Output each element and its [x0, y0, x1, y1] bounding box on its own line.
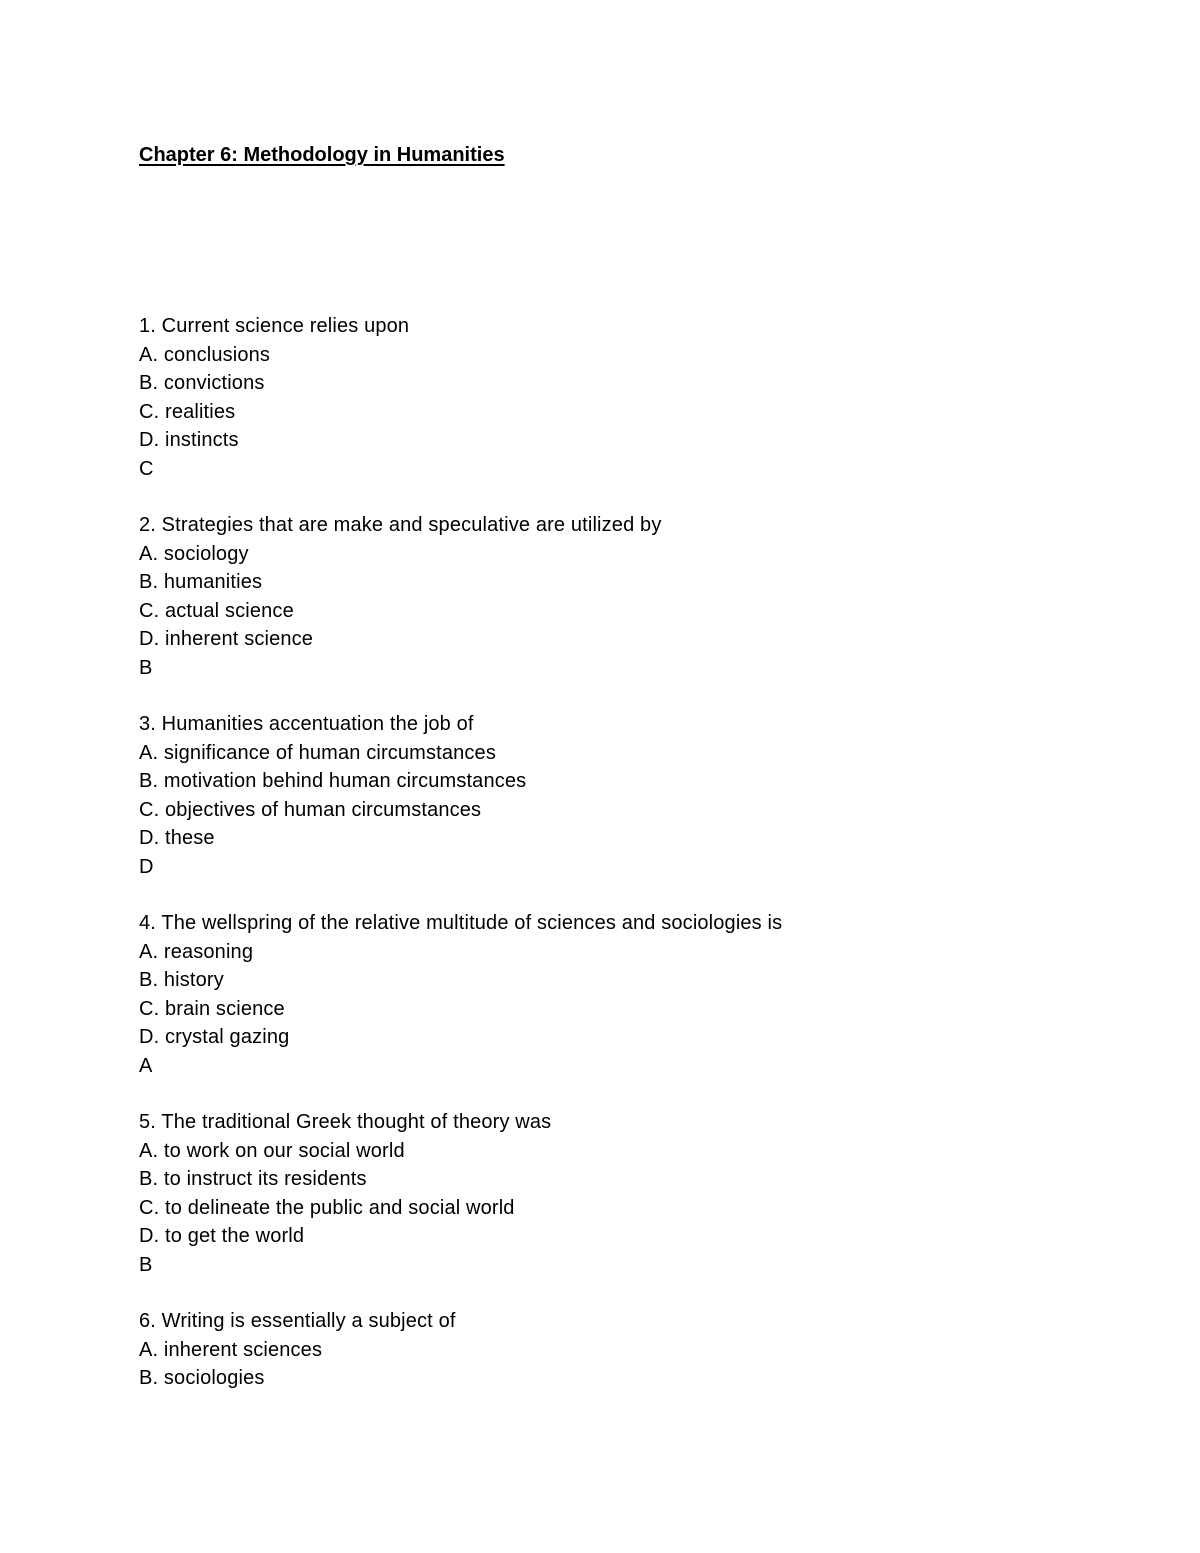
option-d: D. instincts [139, 429, 239, 451]
answer-key: B [139, 656, 153, 679]
question-prompt: 2. Strategies that are make and speculative are utilized by [139, 514, 662, 536]
question-2 [139, 511, 1139, 682]
option-a: A. conclusions [139, 343, 271, 366]
option-a: A. sociology [139, 542, 249, 565]
question-3 [139, 710, 1139, 881]
question-prompt: 1. Current science relies upon [139, 315, 410, 337]
option-a: A. reasoning [139, 940, 254, 963]
option-b: B. history [139, 969, 224, 991]
option-b: B. to instruct its residents [139, 1168, 367, 1190]
question-6 [139, 1307, 1139, 1393]
option-a: A. significance of human circumstances [139, 741, 496, 764]
question-list [139, 312, 1139, 1421]
option-c: C. objectives of human circumstances [139, 798, 482, 821]
option-d: D. these [139, 827, 215, 849]
answer-key: B [139, 1253, 153, 1276]
option-d: D. inherent science [139, 628, 314, 650]
question-prompt: 4. The wellspring of the relative multitude of sciences and sociologies is [139, 912, 783, 934]
question-4 [139, 909, 1139, 1080]
option-b: B. humanities [139, 571, 263, 593]
option-b: B. convictions [139, 372, 265, 394]
option-d: D. crystal gazing [139, 1026, 290, 1048]
option-d: D. to get the world [139, 1225, 305, 1247]
question-prompt: 6. Writing is essentially a subject of [139, 1310, 456, 1332]
option-c: C. brain science [139, 997, 285, 1020]
option-c: C. realities [139, 400, 236, 423]
question-5 [139, 1108, 1139, 1279]
answer-key: A [139, 1054, 153, 1077]
option-a: A. inherent sciences [139, 1338, 323, 1361]
option-c: C. to delineate the public and social world [139, 1196, 515, 1219]
option-b: B. motivation behind human circumstances [139, 770, 527, 792]
option-c: C. actual science [139, 599, 294, 622]
question-prompt: 5. The traditional Greek thought of theory was [139, 1111, 552, 1133]
option-b: B. sociologies [139, 1367, 265, 1389]
question-prompt: 3. Humanities accentuation the job of [139, 713, 474, 735]
question-1 [139, 312, 1139, 483]
answer-key: C [139, 457, 154, 480]
page-title: Chapter 6: Methodology in Humanities [139, 144, 505, 166]
answer-key: D [139, 855, 154, 878]
option-a: A. to work on our social world [139, 1139, 405, 1162]
